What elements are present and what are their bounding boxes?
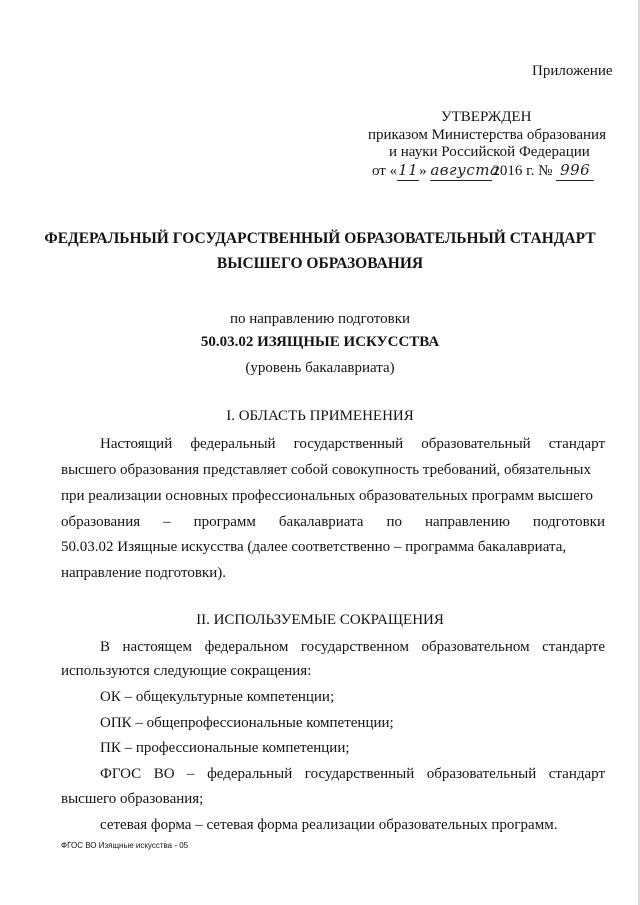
abbr-pk: ПК – профессиональные компетенции; [100,740,350,756]
section-2-intro-line-1 [100,637,605,657]
word: государственный [304,766,415,782]
word: – [163,514,171,530]
word: бакалавриата [278,514,364,530]
section-2-heading: II. ИСПОЛЬЗУЕМЫЕ СОКРАЩЕНИЯ [196,612,444,628]
direction-intro: по направлению подготовки [229,311,411,327]
section-1-line-3: при реализации основных профессиональных образовательных программ высшего [61,488,594,504]
abbr-fgos-line-2: высшего образования; [61,791,204,807]
word: образовательный [426,766,537,782]
order-date-line [372,160,594,181]
section-1-line-6: направление подготовки). [61,565,226,581]
word: ФГОС [100,766,142,782]
word: В [100,639,111,655]
abbr-ok: ОК – общекультурные компетенции; [100,689,335,705]
word: государственный [293,436,404,452]
word: ВО [153,766,175,782]
section-1-line-5: 50.03.02 Изящные искусства (далее соответственно – программа бакалавриата, [61,539,567,555]
document-title-line-1: ФЕДЕРАЛЬНЫЙ ГОСУДАРСТВЕННЫЙ ОБРАЗОВАТЕЛЬНЫЙ СТАНДАРТ [44,230,596,247]
word: стандарт [548,766,605,782]
order-line-1: приказом Министерства образования [368,127,606,143]
date-month-handwritten: августа [430,161,500,179]
section-1-line-1 [100,434,605,454]
word: стандарте [542,639,605,655]
section-1-line-2: высшего образования представляет собой совокупность требований, обязательных [61,462,591,478]
direction-code-name: 50.03.02 ИЗЯЩНЫЕ ИСКУССТВА [200,334,440,350]
word: Настоящий [100,436,173,452]
word: направлению [424,514,510,530]
approved-label: УТВЕРЖДЕН [441,109,532,125]
section-2-intro-line-2: используются следующие сокращения: [61,663,312,679]
word: настоящем [122,639,193,655]
word: федеральный [190,436,276,452]
document-title-line-2: ВЫСШЕГО ОБРАЗОВАНИЯ [216,255,424,272]
appendix-label: Приложение [532,63,613,79]
word: федеральный [207,766,293,782]
word: по [386,514,402,530]
page-footer: ФГОС ВО Изящные искусства - 05 [61,841,189,850]
abbr-opk: ОПК – общепрофессиональные компетенции; [100,715,394,731]
abbr-fgos-line-1 [100,764,605,784]
word: подготовки [532,514,605,530]
order-number-handwritten: 996 [556,160,594,181]
education-level: (уровень бакалавриата) [245,360,395,376]
date-mid: » [419,163,427,179]
word: образовательный [421,436,531,452]
date-year: 2016 г. № [492,163,553,179]
section-1-line-4 [61,512,605,532]
date-day-handwritten: 11 [398,161,419,179]
word: стандарт [548,436,605,452]
section-1-heading: I. ОБЛАСТЬ ПРИМЕНЕНИЯ [226,408,414,424]
word: государственном [300,639,409,655]
order-line-2: и науки Российской Федерации [389,144,590,160]
word: образования [61,514,141,530]
word: программ [193,514,256,530]
word: образовательном [421,639,530,655]
word: – [187,766,195,782]
word: федеральном [204,639,289,655]
date-prefix: от « [372,163,398,179]
abbr-network-form: сетевая форма – сетевая форма реализации образовательных программ. [100,817,558,833]
